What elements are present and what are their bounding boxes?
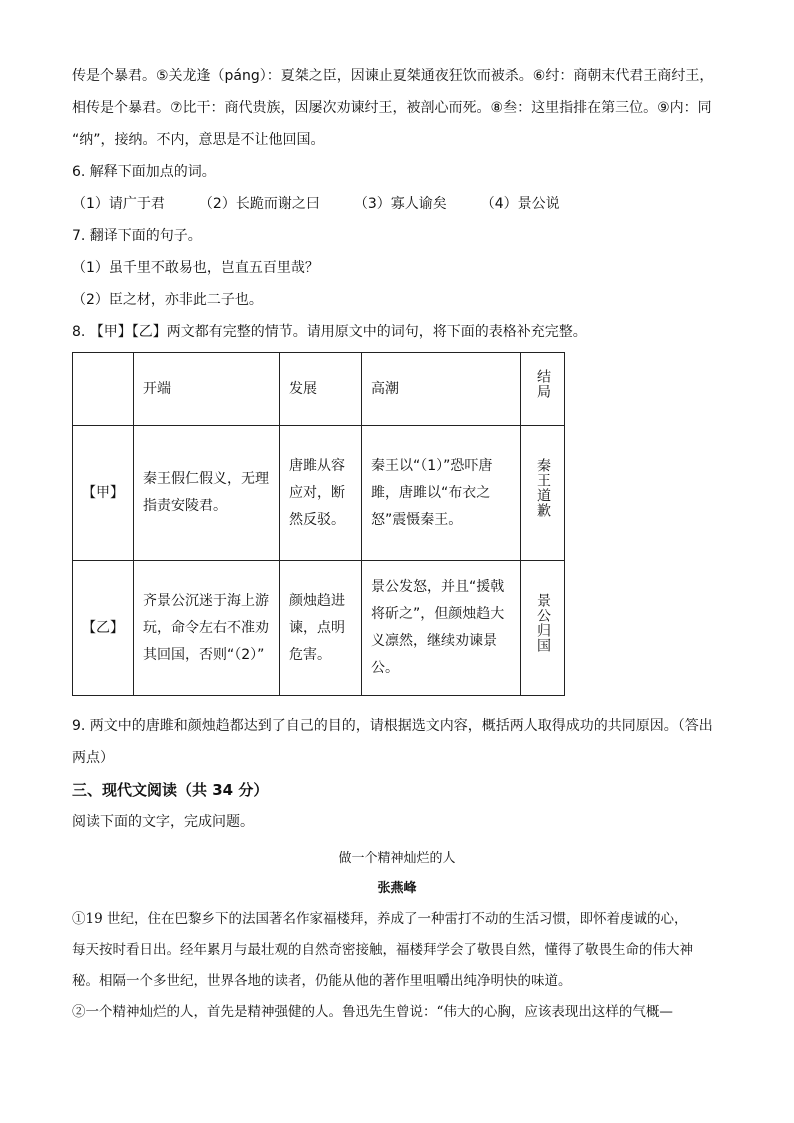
table-header-cell: 高潮 (362, 353, 521, 426)
table-cell-text: 秦王道歉 (535, 458, 551, 518)
table-row (73, 426, 565, 561)
table-cell: 唐雎从容应对，断然反驳。 (280, 426, 362, 561)
table-cell: 秦王以“（1）”恐吓唐雎，唐雎以“布衣之怒”震慑秦王。 (362, 426, 521, 561)
question-9-line-2: 两点） (72, 750, 114, 766)
table-cell: 秦王假仁假义，无理指责安陵君。 (134, 426, 280, 561)
essay-paragraph-1-line: 秘。相隔一个多世纪，世界各地的读者，仍能从他的著作里咀嚼出纯净明快的味道。 (72, 973, 572, 989)
section-heading: 三、现代文阅读（共 34 分） (72, 781, 269, 799)
plot-table (72, 352, 565, 696)
notes-line-1: 传是个暴君。⑤关龙逢（páng）：夏桀之臣，因谏止夏桀通夜狂饮而被杀。⑥纣：商朝末代君王商纣王， (72, 68, 714, 84)
section-instruction: 阅读下面的文字，完成问题。 (72, 814, 254, 830)
essay-paragraph-2-line: ②一个精神灿烂的人，首先是精神强健的人。鲁迅先生曾说：“伟大的心胸，应该表现出这样的气概— (72, 1004, 673, 1020)
table-cell: 颜烛趋进谏，点明危害。 (280, 561, 362, 696)
question-6-item: （1）请广于君 (72, 196, 165, 212)
table-cell: 景公发怒，并且“援戟将斫之”，但颜烛趋大义凛然，继续劝谏景公。 (362, 561, 521, 696)
table-header-cell: 发展 (280, 353, 362, 426)
table-header-cell (73, 353, 134, 426)
essay-author: 张燕峰 (377, 881, 417, 896)
question-6-items (72, 188, 722, 220)
question-7-item: （2）臣之材，亦非此二子也。 (72, 292, 263, 308)
document-page (72, 60, 722, 1028)
essay-paragraph-1-line: ①19 世纪，住在巴黎乡下的法国著名作家福楼拜，养成了一种雷打不动的生活习惯，即怀着虔诚的心， (72, 911, 688, 927)
question-6-item: （3）寡人谕矣 (353, 196, 447, 212)
table-cell (521, 561, 565, 696)
question-6-item: （4）景公说 (480, 196, 560, 212)
table-row-label: 【甲】 (73, 426, 134, 561)
table-cell: 齐景公沉迷于海上游玩，命令左右不准劝其回国，否则“（2）” (134, 561, 280, 696)
question-8-prompt: 8. 【甲】【乙】两文都有完整的情节。请用原文中的词句，将下面的表格补充完整。 (72, 324, 587, 340)
table-header-cell (521, 353, 565, 426)
table-cell-text: 景公归国 (535, 593, 551, 653)
notes-line-2: 相传是个暴君。⑦比干：商代贵族，因屡次劝谏纣王，被剖心而死。⑧叁：这里指排在第三位。⑨内：同 (72, 100, 712, 116)
table-row-label: 【乙】 (73, 561, 134, 696)
table-header-cell: 开端 (134, 353, 280, 426)
question-6-prompt: 6. 解释下面加点的词。 (72, 164, 216, 180)
question-6-item: （2）长跪而谢之曰 (198, 196, 320, 212)
table-header-row (73, 353, 565, 426)
question-7-item: （1）虽千里不敢易也，岂直五百里哉？ (72, 260, 319, 276)
notes-line-3: “纳”，接纳。不内，意思是不让他回国。 (72, 132, 325, 148)
essay-title: 做一个精神灿烂的人 (338, 851, 456, 866)
table-cell (521, 426, 565, 561)
question-9-line-1: 9. 两文中的唐雎和颜烛趋都达到了自己的目的，请根据选文内容，概括两人取得成功的共同原因。（答出 (72, 718, 713, 734)
question-7-prompt: 7. 翻译下面的句子。 (72, 228, 202, 244)
table-row (73, 561, 565, 696)
essay-paragraph-1-line: 每天按时看日出。经年累月与最壮观的自然奇密接触，福楼拜学会了敬畏自然，懂得了敬畏生命的伟大神 (72, 942, 693, 958)
table-header-cell-text: 结局 (535, 369, 551, 399)
